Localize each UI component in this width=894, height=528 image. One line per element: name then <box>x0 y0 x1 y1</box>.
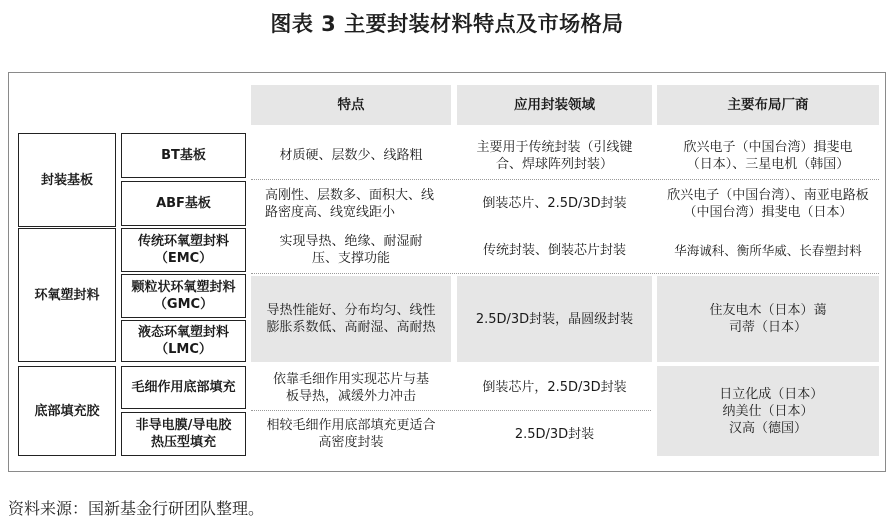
row-separator <box>251 273 879 275</box>
subcategory-abf: ABF基板 <box>121 181 246 226</box>
underfill-players: 日立化成（日本）纳美仕（日本）汉高（德国） <box>657 366 879 456</box>
emc-players: 华海诚科、衡所华威、长春塑封料 <box>674 242 862 258</box>
header-application: 应用封装领域 <box>457 85 652 125</box>
gmc-lmc-players: 住友电木（日本）蔼司蒂（日本） <box>657 276 879 362</box>
gmc-lmc-application: 2.5D/3D封装，晶圆级封装 <box>457 276 652 362</box>
subcategory-gmc: 颗粒状环氧塑封料（GMC） <box>121 274 246 318</box>
header-players: 主要布局厂商 <box>657 85 879 125</box>
source-note: 资料来源：国新基金行研团队整理。 <box>8 499 265 518</box>
capillary-features: 依靠毛细作用实现芯片与基板导热，减缓外力冲击 <box>272 371 429 404</box>
ncf-application: 2.5D/3D封装 <box>514 426 595 442</box>
bt-features: 材质硬、层数少、线路粗 <box>279 148 423 163</box>
emc-application: 传统封装、倒装芯片封装 <box>482 242 626 258</box>
abf-application: 倒装芯片、2.5D/3D封装 <box>482 196 627 211</box>
emc-features: 实现导热、绝缘、耐湿耐压、支撑功能 <box>279 234 423 266</box>
capillary-application: 倒装芯片，2.5D/3D封装 <box>482 380 627 395</box>
subcategory-capillary: 毛细作用底部填充 <box>121 366 246 409</box>
gmc-lmc-features: 导热性能好、分布均匀、线性膨胀系数低、高耐湿、高耐热 <box>251 276 451 362</box>
subcategory-ncf: 非导电膜/导电胶热压型填充 <box>121 412 246 456</box>
bt-application: 主要用于传统封装（引线键合、焊球阵列封装） <box>476 139 633 172</box>
abf-features: 高刚性、层数多、面积大、线路密度高、线宽线距小 <box>265 187 435 220</box>
subcategory-emc: 传统环氧塑封料（EMC） <box>121 228 246 272</box>
page-title: 图表 3 主要封装材料特点及市场格局 <box>270 12 624 36</box>
abf-players: 欣兴电子（中国台湾）、南亚电路板（中国台湾）揖斐电（日本） <box>667 187 869 220</box>
subcategory-bt: BT基板 <box>121 133 246 178</box>
header-features: 特点 <box>251 85 451 125</box>
category-underfill: 底部填充胶 <box>18 366 116 456</box>
category-epoxy: 环氧塑封料 <box>18 228 116 362</box>
subcategory-lmc: 液态环氧塑封料（LMC） <box>121 320 246 362</box>
category-substrate: 封装基板 <box>18 133 116 227</box>
bt-players: 欣兴电子（中国台湾）揖斐电（日本）、三星电机（韩国） <box>683 139 853 172</box>
ncf-features: 相较毛细作用底部填充更适合高密度封装 <box>266 418 436 450</box>
